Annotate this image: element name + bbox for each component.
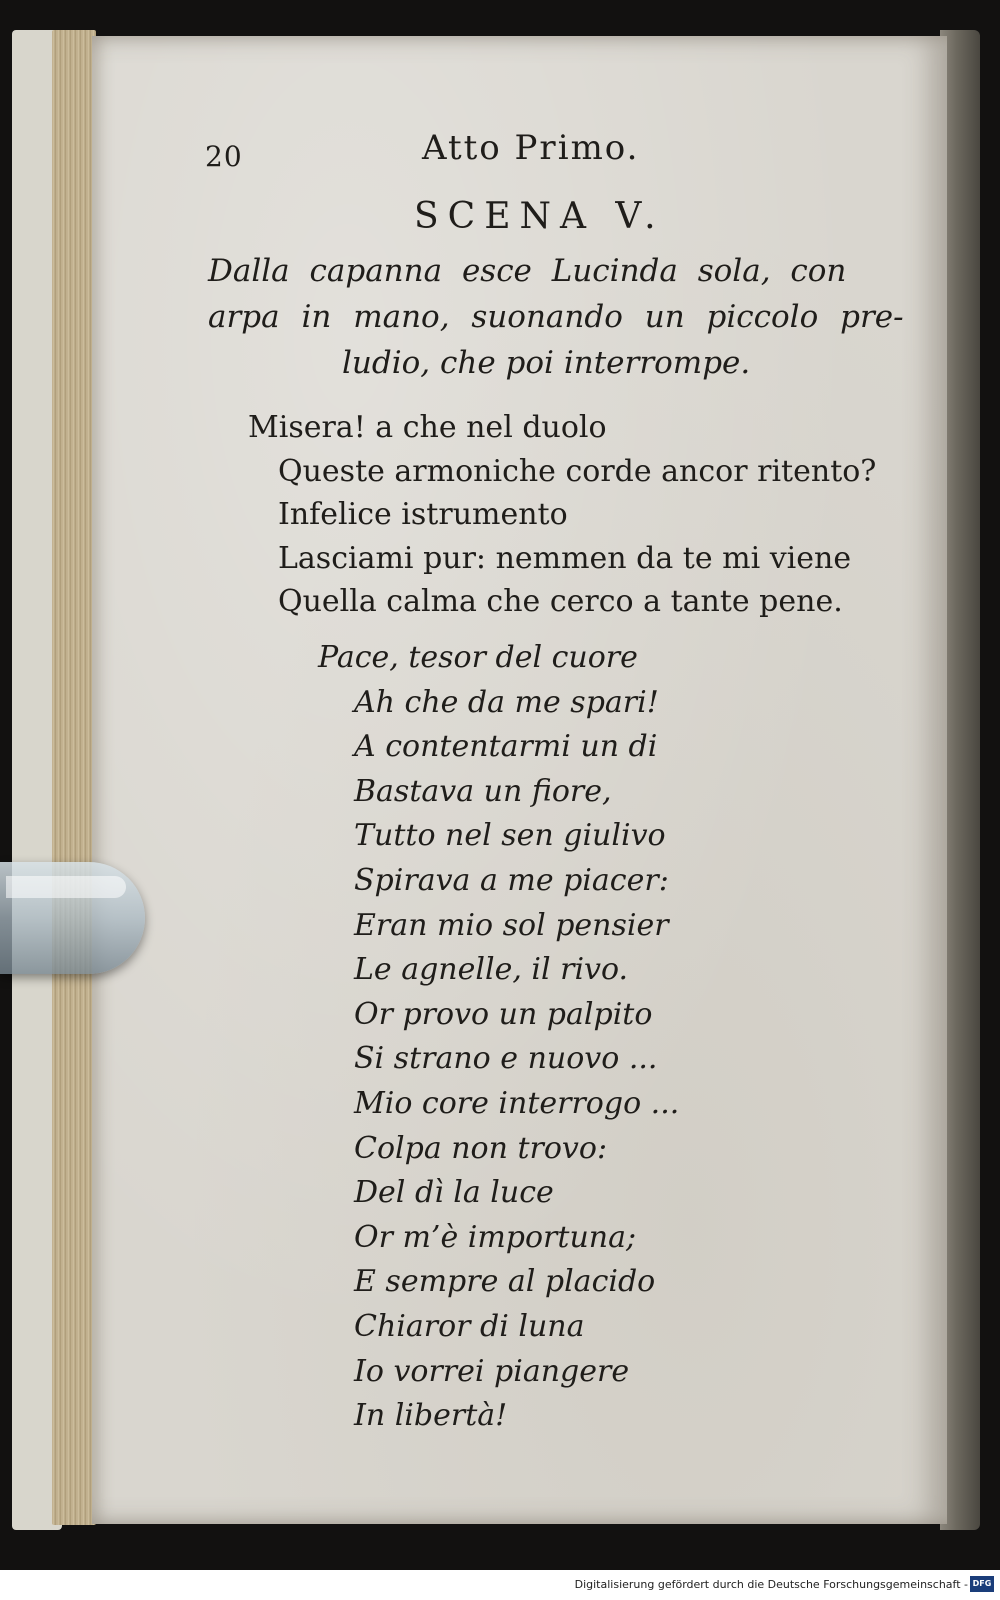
book-page: [92, 36, 947, 1524]
footer-bar: [0, 1570, 1000, 1600]
aria-line: Le agnelle, il rivo.: [354, 952, 629, 988]
aria-line: A contentarmi un di: [354, 729, 658, 765]
page-header: [92, 128, 947, 178]
aria-line: Del dì la luce: [354, 1175, 554, 1211]
book-page-edges: [52, 30, 96, 1525]
stage-direction-line: Dalla capanna esce Lucinda sola, con: [208, 253, 847, 289]
glass-page-weight: [0, 862, 145, 974]
aria-block: [318, 636, 798, 1439]
stage-direction-line: ludio, che poi interrompe.: [342, 345, 751, 381]
aria-line: Io vorrei piangere: [354, 1353, 630, 1389]
verse-line: Infelice istrumento: [278, 497, 568, 532]
stage-direction: [208, 248, 904, 386]
aria-line: Ah che da me spari!: [354, 684, 659, 720]
aria-line: Chiaror di luna: [354, 1308, 585, 1344]
aria-line: Tutto nel sen giulivo: [354, 818, 666, 854]
recitative-block: [248, 406, 928, 624]
aria-line: Pace, tesor del cuore: [318, 640, 638, 675]
aria-line: In libertà!: [354, 1398, 508, 1434]
aria-line: Spirava a me piacer:: [354, 862, 669, 898]
aria-line: Eran mio sol pensier: [354, 907, 669, 943]
glass-highlight: [6, 876, 126, 898]
aria-line: E sempre al placido: [354, 1264, 656, 1300]
dfg-logo-icon: DFG: [970, 1576, 994, 1592]
stage-direction-line: arpa in mano, suonando un piccolo pre-: [208, 299, 904, 335]
aria-line: Mio core interrogo ...: [354, 1085, 680, 1121]
aria-line: Or m’è importuna;: [354, 1219, 637, 1255]
verse-line: Misera! a che nel duolo: [248, 410, 607, 445]
aria-line: Or provo un palpito: [354, 996, 653, 1032]
scene-heading: SCENA V.: [414, 196, 665, 237]
aria-line: Bastava un fiore,: [354, 773, 612, 809]
verse-line: Queste armoniche corde ancor ritento?: [278, 453, 877, 489]
verse-line: Lasciami pur: nemmen da te mi viene: [278, 540, 852, 576]
aria-line: Colpa non trovo:: [354, 1130, 608, 1166]
aria-line: Si strano e nuovo ...: [354, 1041, 658, 1077]
verse-line: Quella calma che cerco a tante pene.: [278, 584, 843, 619]
funding-credit: Digitalisierung gefördert durch die Deutsche Forschungsgemeinschaft -: [574, 1578, 968, 1591]
running-title: Atto Primo.: [422, 128, 640, 168]
page-number: 20: [205, 140, 243, 173]
